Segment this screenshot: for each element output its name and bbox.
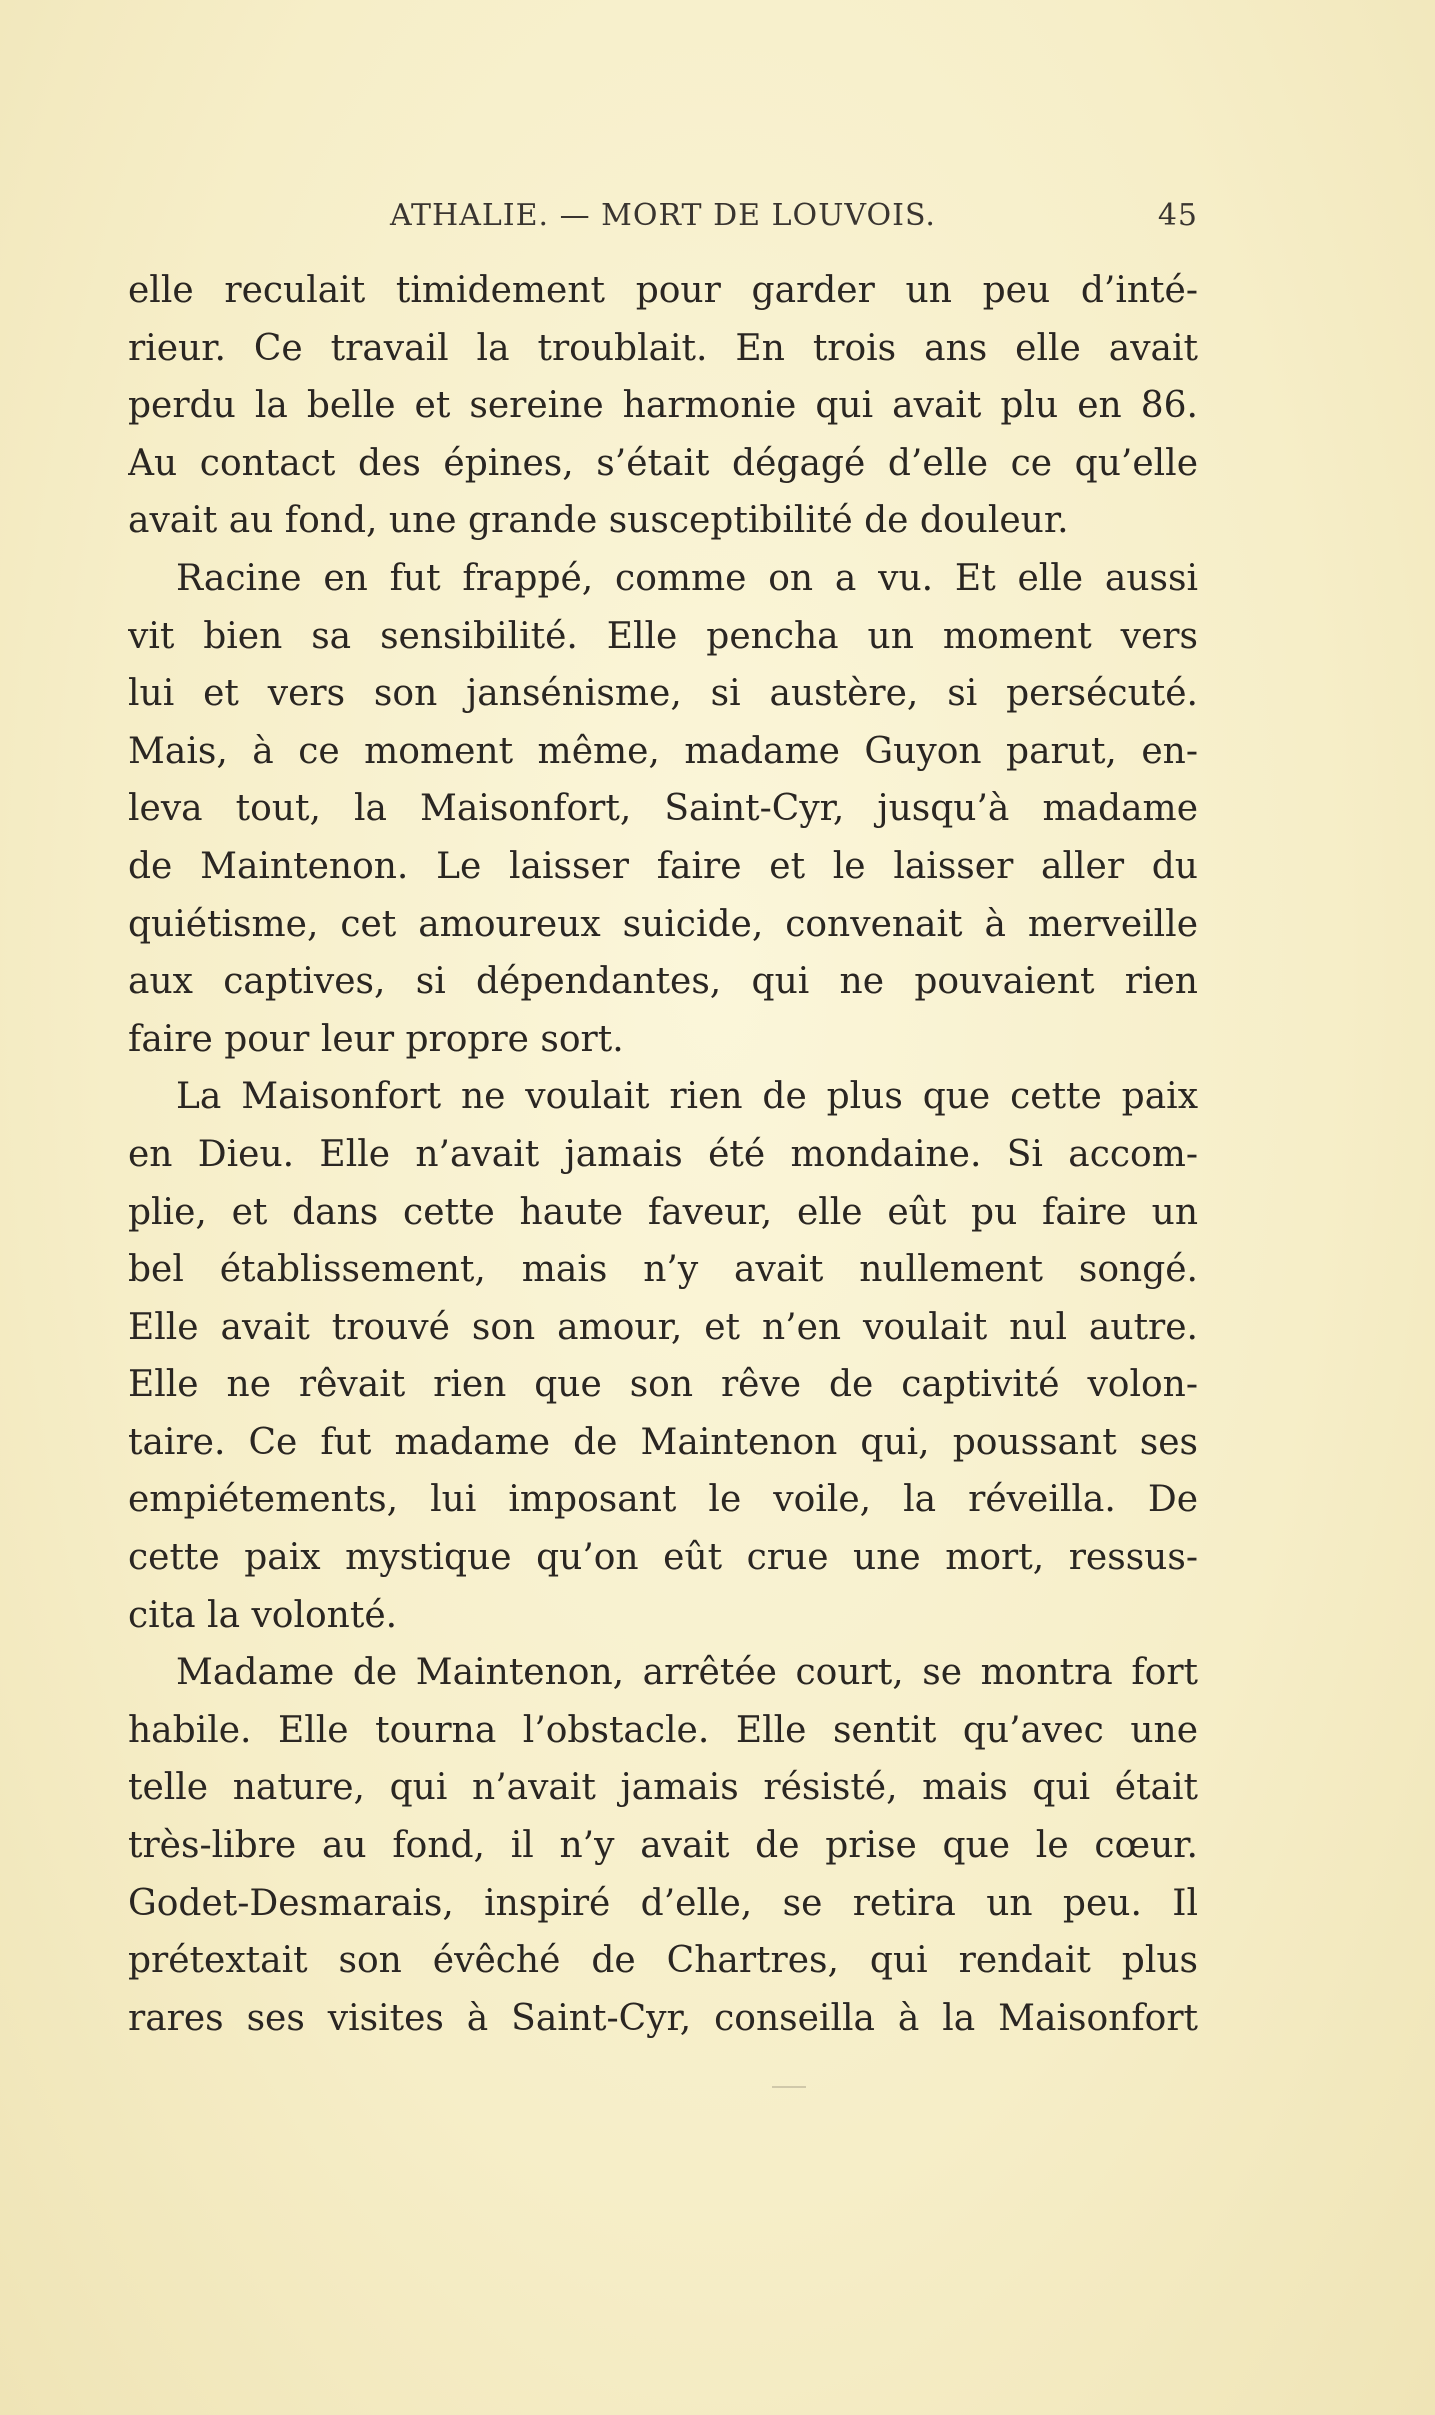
text-line: La Maisonfort ne voulait rien de plus que cette paix <box>176 1076 1198 1118</box>
text-line: rieur. Ce travail la troublait. En trois ans elle avait <box>128 327 1198 369</box>
text-line: rares ses visites à Saint-Cyr, conseilla à la Maisonfort <box>128 1997 1198 2039</box>
text-line: Mais, à ce moment même, madame Guyon parut, en- <box>128 730 1198 772</box>
text-line: cita la volonté. <box>128 1594 398 1636</box>
text-line: perdu la belle et sereine harmonie qui avait plu en 86. <box>128 385 1198 427</box>
text-line: prétextait son évêché de Chartres, qui rendait plus <box>128 1940 1198 1982</box>
text-line: plie, et dans cette haute faveur, elle eût pu faire un <box>128 1191 1198 1233</box>
text-line: cette paix mystique qu’on eût crue une mort, ressus- <box>128 1537 1198 1579</box>
text-line: Madame de Maintenon, arrêtée court, se montra fort <box>176 1652 1198 1694</box>
text-line: Au contact des épines, s’était dégagé d’elle ce qu’elle <box>128 442 1198 484</box>
text-line: aux captives, si dépendantes, qui ne pouvaient rien <box>128 961 1198 1003</box>
running-head <box>128 198 1198 240</box>
body-text <box>128 262 1198 2047</box>
text-line: en Dieu. Elle n’avait jamais été mondaine. Si accom- <box>128 1133 1198 1175</box>
text-line: Elle ne rêvait rien que son rêve de captivité volon- <box>128 1364 1198 1406</box>
text-line: Racine en fut frappé, comme on a vu. Et elle aussi <box>176 557 1198 599</box>
text-line: taire. Ce fut madame de Maintenon qui, poussant ses <box>128 1421 1198 1463</box>
page-number: 45 <box>1157 198 1198 233</box>
text-line: quiétisme, cet amoureux suicide, convenait à merveille <box>128 903 1198 945</box>
text-line: de Maintenon. Le laisser faire et le laisser aller du <box>128 845 1198 887</box>
text-line: Elle avait trouvé son amour, et n’en voulait nul autre. <box>128 1306 1198 1348</box>
text-line: leva tout, la Maisonfort, Saint-Cyr, jusqu’à madame <box>128 788 1198 830</box>
text-line: lui et vers son jansénisme, si austère, si persécuté. <box>128 673 1198 715</box>
text-line: vit bien sa sensibilité. Elle pencha un moment vers <box>128 615 1198 657</box>
text-line: elle reculait timidement pour garder un peu d’inté- <box>128 270 1198 311</box>
text-line: très-libre au fond, il n’y avait de prise que le cœur. <box>128 1825 1198 1867</box>
text-line: faire pour leur propre sort. <box>128 1018 624 1060</box>
text-line: bel établissement, mais n’y avait nullement songé. <box>128 1249 1198 1291</box>
text-line: Godet-Desmarais, inspiré d’elle, se retira un peu. Il <box>128 1882 1198 1924</box>
running-head-title: ATHALIE. — MORT DE LOUVOIS. <box>390 198 936 233</box>
text-line: habile. Elle tourna l’obstacle. Elle sentit qu’avec une <box>128 1709 1198 1751</box>
paper-mark <box>772 2086 806 2094</box>
text-line: empiétements, lui imposant le voile, la réveilla. De <box>128 1479 1198 1521</box>
text-line: avait au fond, une grande susceptibilité de douleur. <box>128 500 1069 542</box>
text-line: telle nature, qui n’avait jamais résisté, mais qui était <box>128 1767 1198 1809</box>
